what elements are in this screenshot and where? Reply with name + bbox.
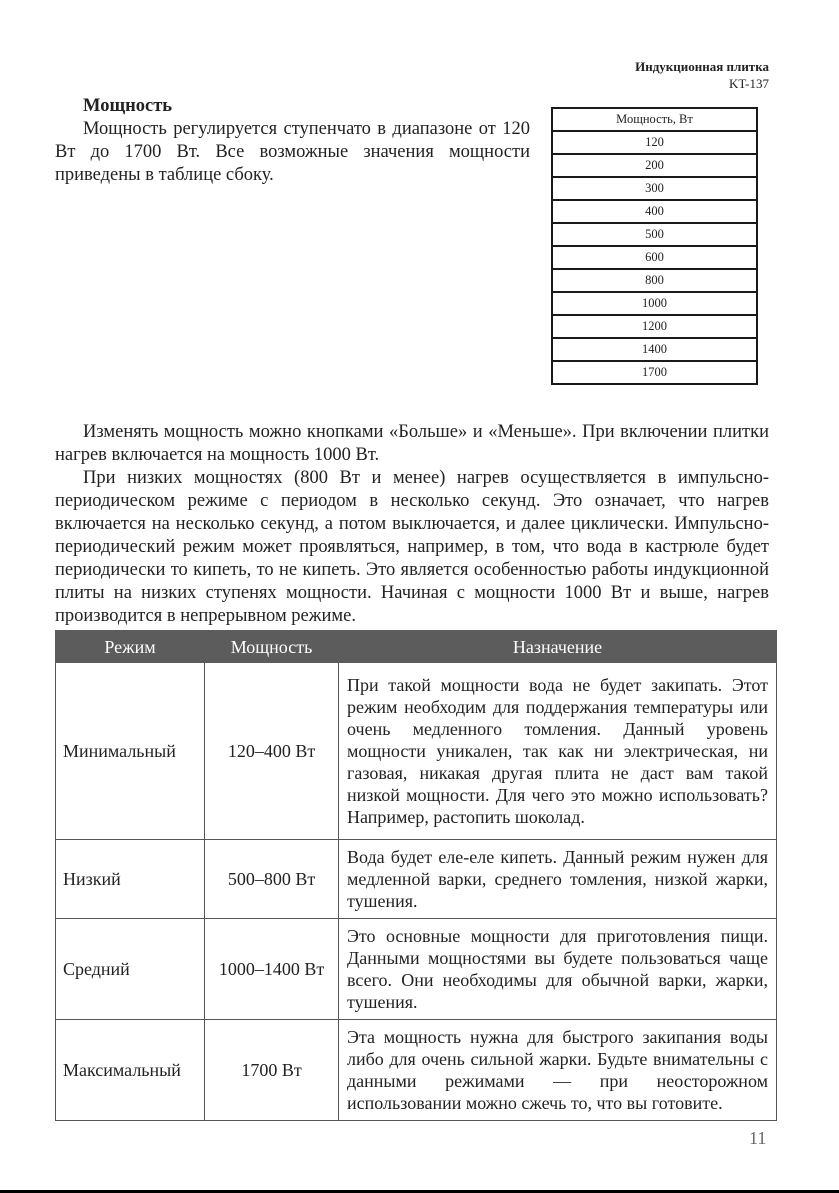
purpose-cell: При такой мощности вода не будет закипать. Этот режим необходим для поддержания температуры или очень медленного томления. Данный уровень мощности уникален, так как ни электрическая, ни газовая, никакая другая плита не даст вам такой низкой мощности. Для чего это можно использовать? Например, растопить шоколад. (339, 663, 777, 840)
power-modes-table (55, 630, 777, 1121)
table-cell: 600 (552, 246, 757, 269)
body-text (55, 421, 769, 628)
table-cell: 300 (552, 177, 757, 200)
purpose-cell: Эта мощность нужна для быстрого закипания воды либо для очень сильной жарки. Будьте внимательны с данными режимами — при неосторожном использовании можно сжечь то, что вы готовите. (339, 1020, 777, 1121)
section-intro-paragraph: Мощность регулируется ступенчато в диапазоне от 120 Вт до 1700 Вт. Все возможные значения мощности приведены в таблице сбоку. (55, 119, 530, 185)
table-row (552, 315, 757, 338)
table-row (552, 200, 757, 223)
column-header-mode: Режим (56, 631, 205, 663)
table-cell: 1000 (552, 292, 757, 315)
table-header-row (56, 631, 777, 663)
table-row (552, 154, 757, 177)
table-cell: 120 (552, 131, 757, 154)
table-row (56, 919, 777, 1020)
running-header (635, 58, 769, 92)
power-cell: 1000–1400 Вт (205, 919, 339, 1020)
table-row (552, 269, 757, 292)
table-cell: 400 (552, 200, 757, 223)
table-row (552, 177, 757, 200)
page-number: 11 (749, 1128, 767, 1148)
mode-cell: Средний (56, 919, 205, 1020)
power-cell: 1700 Вт (205, 1020, 339, 1121)
purpose-cell: Вода будет еле-еле кипеть. Данный режим нужен для медленной варки, среднего томления, низкой жарки, тушения. (339, 840, 777, 919)
table-row (552, 338, 757, 361)
purpose-cell: Это основные мощности для приготовления пищи. Данными мощностями вы будете пользоваться чаще всего. Они необходимы для обычной варки, жарки, тушения. (339, 919, 777, 1020)
power-values-table (551, 107, 758, 385)
header-title: Индукционная плитка (635, 59, 769, 74)
table-row (552, 246, 757, 269)
mode-cell: Низкий (56, 840, 205, 919)
table-header-cell: Мощность, Вт (552, 108, 757, 131)
table-row (552, 223, 757, 246)
table-cell: 1200 (552, 315, 757, 338)
table-cell: 1400 (552, 338, 757, 361)
table-row (56, 840, 777, 919)
table-cell: 800 (552, 269, 757, 292)
column-header-purpose: Назначение (339, 631, 777, 663)
body-paragraph: При низких мощностях (800 Вт и менее) нагрев осуществляется в импульсно-периодическом режиме с периодом в несколько секунд. Это означает, что нагрев включается на несколько секунд, а потом выключается, и далее циклически. Импульсно-периодический режим может проявляться, например, в том, что вода в кастрюле будет периодически то кипеть, то не кипеть. Это является особенностью работы индукционной плиты на низких ступенях мощности. Начиная с мощности 1000 Вт и выше, нагрев производится в непрерывном режиме. (55, 468, 769, 626)
power-cell: 120–400 Вт (205, 663, 339, 840)
power-section-intro (55, 95, 530, 187)
column-header-power: Мощность (205, 631, 339, 663)
table-header-row (552, 108, 757, 131)
header-model: KT-137 (729, 76, 769, 91)
table-row (56, 1020, 777, 1121)
body-paragraph: Изменять мощность можно кнопками «Больше» и «Меньше». При включении плитки нагрев включается на мощность 1000 Вт. (55, 422, 769, 465)
mode-cell: Максимальный (56, 1020, 205, 1121)
power-cell: 500–800 Вт (205, 840, 339, 919)
table-row (552, 131, 757, 154)
section-heading: Мощность (83, 96, 173, 116)
table-cell: 200 (552, 154, 757, 177)
mode-cell: Минимальный (56, 663, 205, 840)
table-cell: 500 (552, 223, 757, 246)
table-row (552, 361, 757, 384)
table-row (56, 663, 777, 840)
table-cell: 1700 (552, 361, 757, 384)
table-row (552, 292, 757, 315)
